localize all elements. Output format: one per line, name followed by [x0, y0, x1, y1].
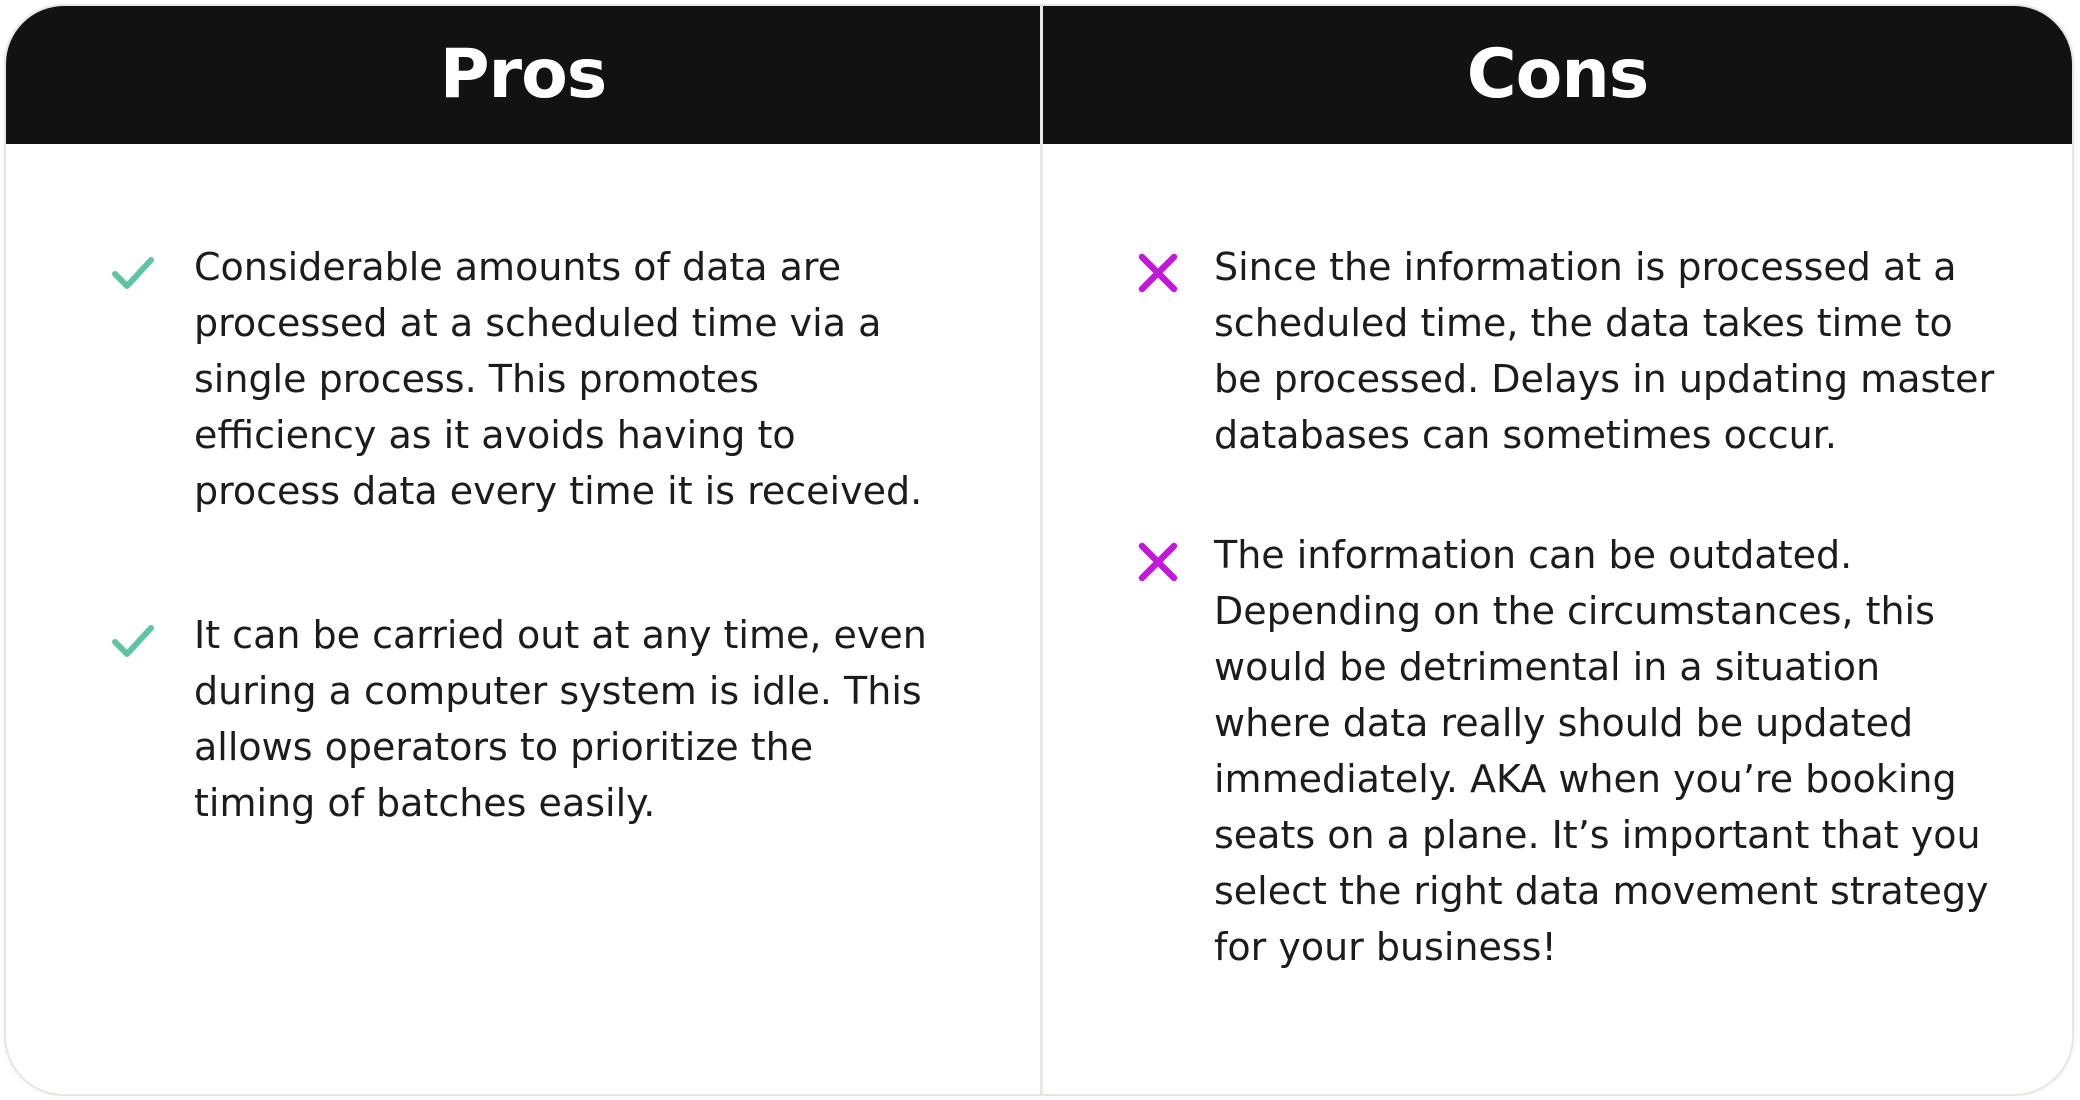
cons-item-1-line-2: scheduled time, the data takes time to — [1214, 301, 1953, 345]
cons-item-2 — [1214, 527, 1989, 975]
pros-item-2-line-2: during a computer system is idle. This — [194, 669, 922, 713]
pros-item-2-line-4: timing of batches easily. — [194, 781, 656, 825]
column-divider — [1040, 6, 1043, 1094]
pros-item-1 — [194, 239, 922, 519]
check-icon — [108, 616, 158, 666]
cons-item-2-line-3: would be detrimental in a situation — [1214, 645, 1881, 689]
pros-item-2-line-3: allows operators to prioritize the — [194, 725, 814, 769]
cross-icon — [1133, 248, 1183, 298]
cons-item-2-line-8: for your business! — [1214, 925, 1557, 969]
pros-item-1-line-2: processed at a scheduled time via a — [194, 301, 882, 345]
cons-item-1-line-3: be processed. Delays in updating master — [1214, 357, 1995, 401]
cons-item-2-line-1: The information can be outdated. — [1214, 533, 1853, 577]
cons-item-2-line-6: seats on a plane. It’s important that you — [1214, 813, 1981, 857]
cons-item-1-line-4: databases can sometimes occur. — [1214, 413, 1837, 457]
pros-item-1-line-1: Considerable amounts of data are — [194, 245, 842, 289]
check-icon — [108, 248, 158, 298]
pros-heading: Pros — [439, 35, 607, 114]
pros-item-1-line-4: efficiency as it avoids having to — [194, 413, 796, 457]
cons-item-1 — [1214, 239, 1994, 463]
cons-item-2-line-7: select the right data movement strategy — [1214, 869, 1989, 913]
pros-item-2 — [194, 607, 927, 831]
pros-item-1-line-3: single process. This promotes — [194, 357, 759, 401]
cons-item-2-line-5: immediately. AKA when you’re booking — [1214, 757, 1957, 801]
pros-item-2-line-1: It can be carried out at any time, even — [194, 613, 927, 657]
cons-heading: Cons — [1466, 35, 1649, 114]
cons-item-1-line-1: Since the information is processed at a — [1214, 245, 1957, 289]
cons-item-2-line-2: Depending on the circumstances, this — [1214, 589, 1935, 633]
cross-icon — [1133, 537, 1183, 587]
cons-item-2-line-4: where data really should be updated — [1214, 701, 1914, 745]
pros-cons-table — [4, 4, 2074, 1096]
pros-item-1-line-5: process data every time it is received. — [194, 469, 923, 513]
